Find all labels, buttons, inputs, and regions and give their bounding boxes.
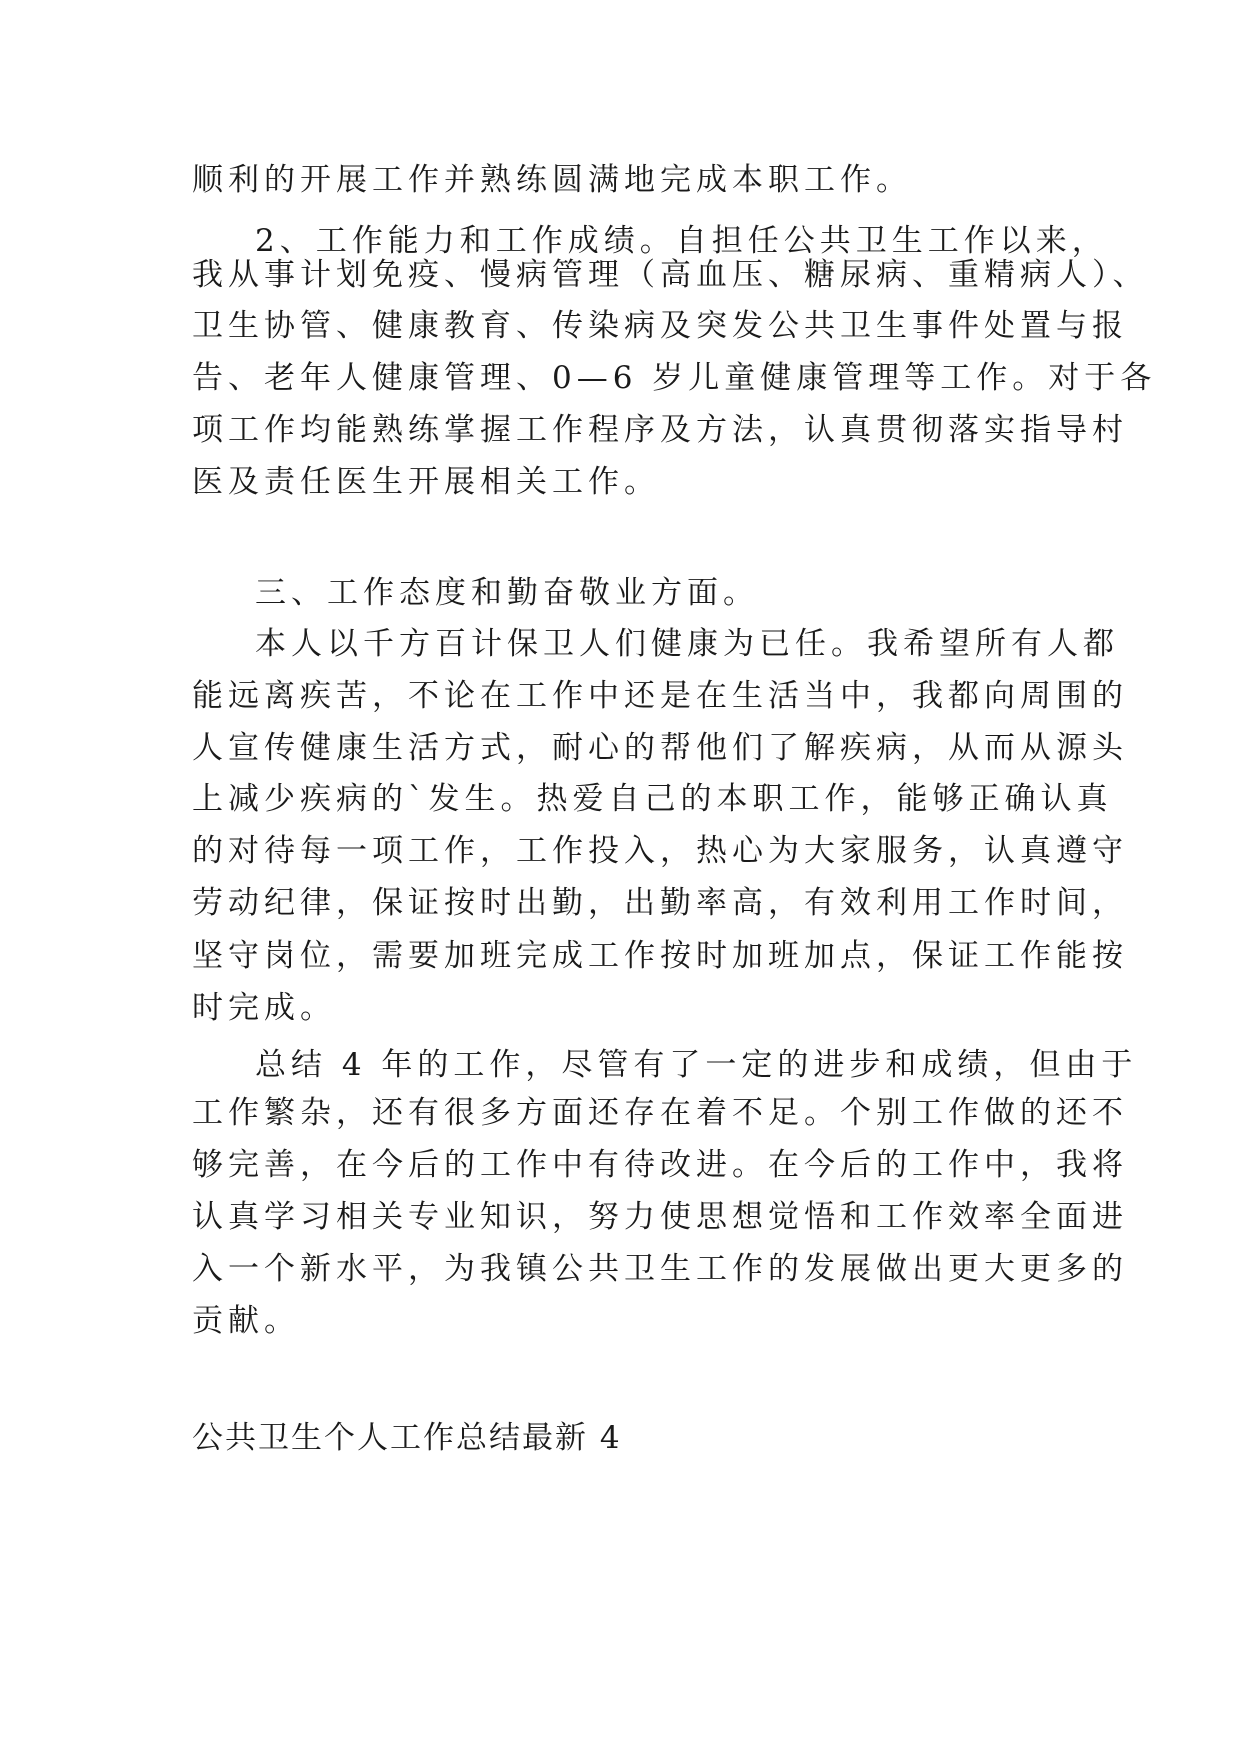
paragraph-line: 能远离疾苦，不论在工作中还是在生活当中，我都向周围的 xyxy=(192,678,1128,714)
section-title: 公共卫生个人工作总结最新 4 xyxy=(192,1420,622,1456)
paragraph-line: 本人以千方百计保卫人们健康为已任。我希望所有人都 xyxy=(255,626,1119,662)
paragraph-line: 医及责任医生开展相关工作。 xyxy=(192,464,660,500)
paragraph-line: 告、老年人健康管理、0—6 岁儿童健康管理等工作。对于各 xyxy=(192,360,1157,396)
paragraph-line: 劳动纪律，保证按时出勤，出勤率高，有效利用工作时间， xyxy=(192,885,1128,921)
paragraph-line: 坚守岗位，需要加班完成工作按时加班加点，保证工作能按 xyxy=(192,938,1128,974)
section-heading: 三、工作态度和勤奋敬业方面。 xyxy=(255,575,759,611)
paragraph-line: 人宣传健康生活方式，耐心的帮他们了解疾病，从而从源头 xyxy=(192,730,1128,766)
paragraph-line: 的对待每一项工作，工作投入，热心为大家服务，认真遵守 xyxy=(192,833,1128,869)
paragraph-line: 2、工作能力和工作成绩。自担任公共卫生工作以来， xyxy=(255,223,1108,259)
paragraph-line: 够完善，在今后的工作中有待改进。在今后的工作中，我将 xyxy=(192,1147,1128,1183)
paragraph-line: 我从事计划免疫、慢病管理（高血压、糖尿病、重精病人）、 xyxy=(192,257,1149,293)
paragraph-line: 工作繁杂，还有很多方面还存在着不足。个别工作做的还不 xyxy=(192,1095,1128,1131)
paragraph-line: 认真学习相关专业知识，努力使思想觉悟和工作效率全面进 xyxy=(192,1199,1128,1235)
paragraph-line: 总结 4 年的工作，尽管有了一定的进步和成绩，但由于 xyxy=(255,1047,1138,1083)
paragraph-line: 卫生协管、健康教育、传染病及突发公共卫生事件处置与报 xyxy=(192,308,1128,344)
paragraph-line: 顺利的开展工作并熟练圆满地完成本职工作。 xyxy=(192,162,912,198)
paragraph-line: 时完成。 xyxy=(192,990,336,1026)
paragraph-line: 贡献。 xyxy=(192,1303,300,1339)
paragraph-line: 入一个新水平，为我镇公共卫生工作的发展做出更大更多的 xyxy=(192,1251,1128,1287)
paragraph-line: 项工作均能熟练掌握工作程序及方法，认真贯彻落实指导村 xyxy=(192,412,1128,448)
paragraph-line: 上减少疾病的`发生。热爱自己的本职工作，能够正确认真 xyxy=(192,781,1113,817)
